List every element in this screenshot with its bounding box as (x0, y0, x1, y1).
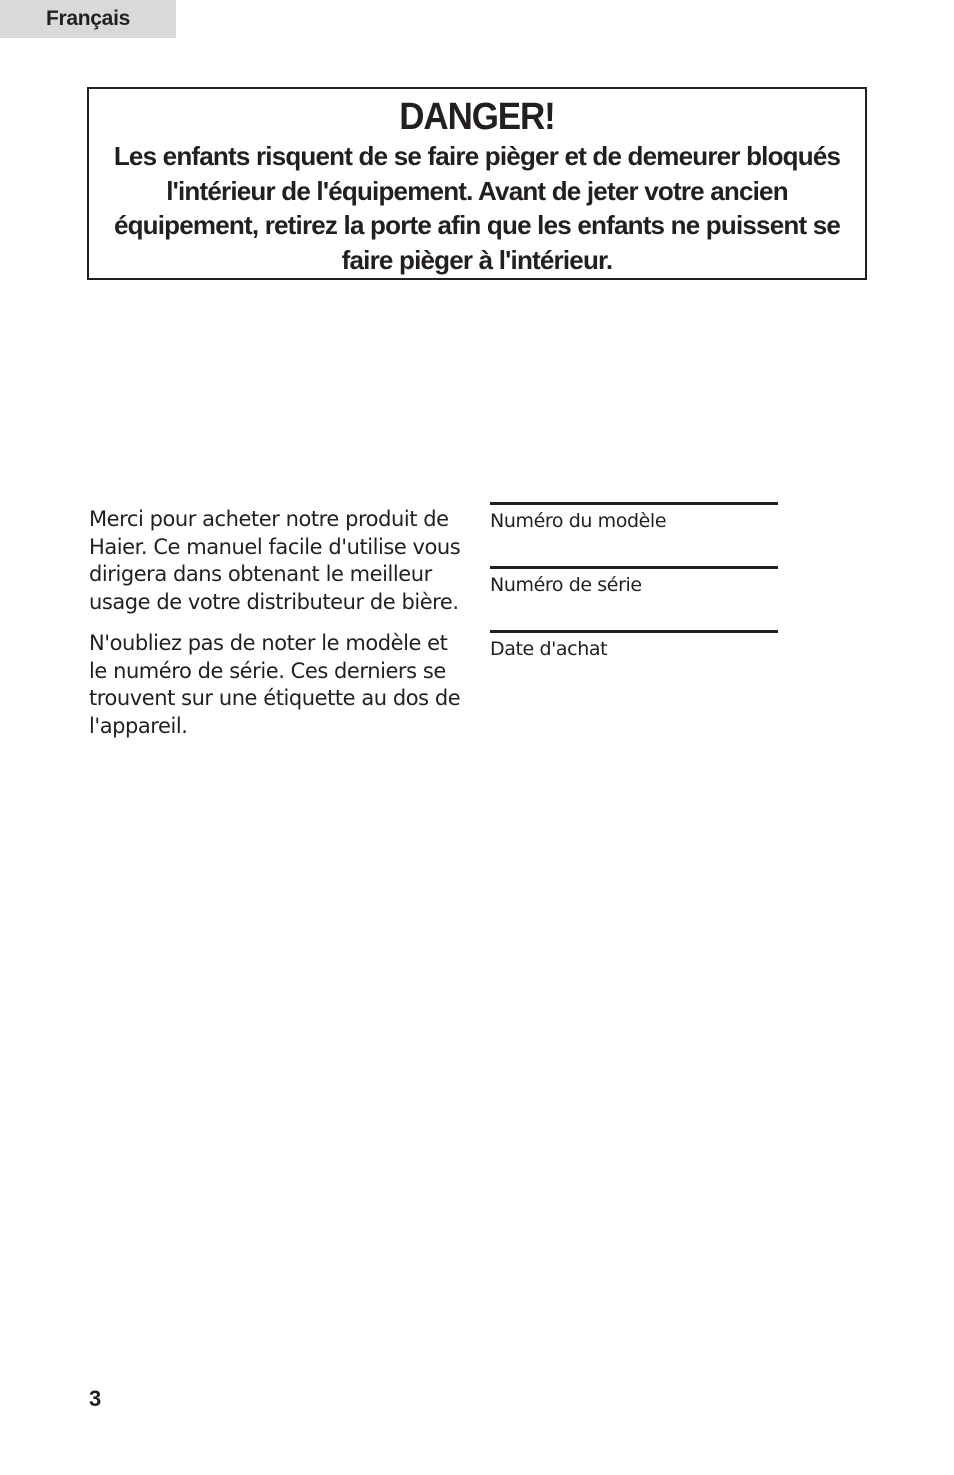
intro-paragraph: N'oubliez pas de noter le modèle et le numéro de série. Ces derniers se trouvent sur une étiquette au dos de l'appareil. (89, 631, 461, 738)
purchase-date-field (490, 630, 778, 692)
record-fields (490, 502, 778, 692)
danger-text: Les enfants risquent de se faire pièger et de demeurer bloqués l'intérieur de l'équipement. Avant de jeter votre ancien équipement, retirez la porte afin que les enfants ne puissent se faire pièger à l'intérieur. (113, 141, 841, 275)
intro-text-column (89, 506, 464, 754)
intro-paragraph: Merci pour acheter notre produit de Haier. Ce manuel facile d'utilise vous dirigera dans obtenant le meilleur usage de votre distributeur de bière. (89, 507, 461, 614)
page-number: 3 (89, 1386, 102, 1411)
danger-title: DANGER! (399, 96, 555, 138)
language-tab-label: Français (46, 7, 130, 30)
danger-warning-box (87, 87, 867, 280)
serial-number-label: Numéro de série (490, 574, 642, 596)
model-number-label: Numéro du modèle (490, 510, 667, 532)
serial-number-field (490, 566, 778, 628)
model-number-field (490, 502, 778, 564)
language-tab (0, 0, 176, 38)
purchase-date-label: Date d'achat (490, 638, 608, 660)
